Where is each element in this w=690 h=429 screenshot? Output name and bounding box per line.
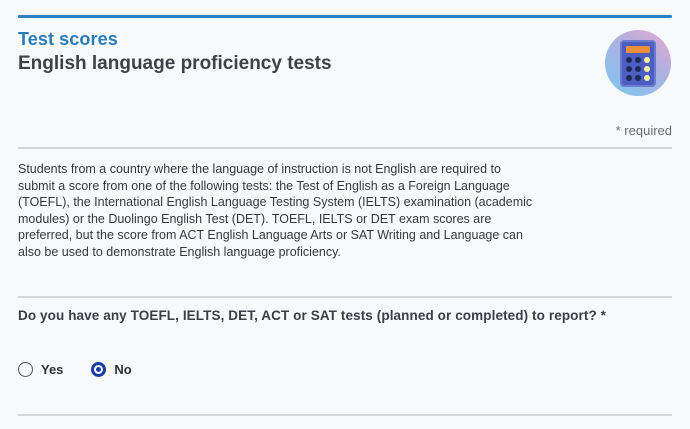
intro-paragraph: Students from a country where the language of instruction is not English are required to submit a score from one of the following tests: the Test of English as a Foreign Language (TOEFL), the International English Language Testing System (IELTS) examination (academic modules) or the Duolingo English Test (DET). TOEFL, IELTS or DET exam scores are preferred, but the score from ACT English Language Arts or SAT Writing and Language can also be used to demonstrate English language proficiency.: [18, 162, 533, 259]
section-label: Test scores: [18, 29, 118, 49]
required-note: * required: [615, 123, 672, 138]
radio-option-label: No: [114, 362, 132, 377]
test-scores-section-icon: [605, 30, 671, 96]
radio-option-no[interactable]: [91, 362, 131, 377]
calculator-screen: [626, 46, 650, 53]
question-label: Do you have any TOEFL, IELTS, DET, ACT or SAT tests (planned or completed) to report? *: [18, 308, 607, 323]
radio-option-yes[interactable]: [18, 362, 63, 377]
radio-button-icon[interactable]: [18, 362, 33, 377]
radio-option-label: Yes: [41, 362, 64, 377]
divider: [18, 147, 672, 149]
section-accent-bar: [18, 15, 672, 18]
radio-button-icon[interactable]: [91, 362, 106, 377]
tests-to-report-radio-group: [18, 362, 132, 377]
calculator-icon: [620, 40, 656, 87]
page-title: English language proficiency tests: [18, 53, 332, 74]
divider: [18, 296, 672, 298]
divider: [18, 414, 672, 416]
calculator-buttons: [622, 57, 654, 81]
